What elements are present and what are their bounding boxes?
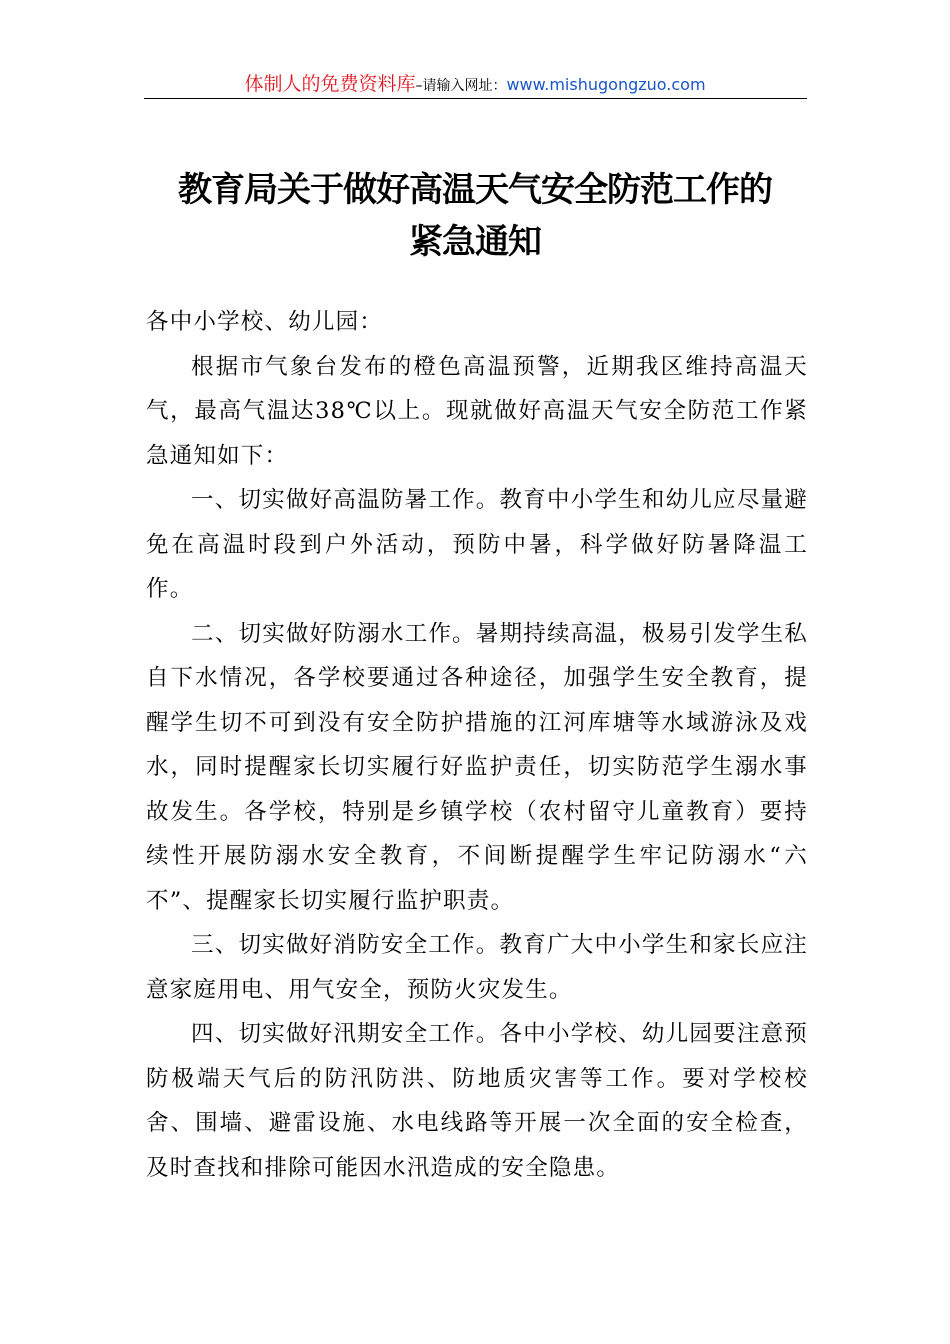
page-header [0, 72, 950, 98]
paragraph-intro: 根据市气象台发布的橙色高温预警，近期我区维持高温天气，最高气温达38℃以上。现就做好高温天气安全防范工作紧急通知如下： [146, 353, 808, 469]
paragraph-flood-season: 四、切实做好汛期安全工作。各中小学校、幼儿园要注意预防极端天气后的防汛防洪、防地质灾害等工作。要对学校校舍、围墙、避雷设施、水电线路等开展一次全面的安全检查，及时查找和排除可能因水汛造成的安全隐患。 [146, 1021, 808, 1181]
salutation: 各中小学校、幼儿园： [146, 309, 384, 335]
header-divider [144, 98, 807, 99]
document-body [146, 300, 808, 1190]
title-line-1: 教育局关于做好高温天气安全防范工作的 [178, 170, 772, 210]
paragraph-fire-safety: 三、切实做好消防安全工作。教育广大中小学生和家长应注意家庭用电、用气安全，预防火灾发生。 [146, 932, 808, 1003]
title-line-2: 紧急通知 [409, 222, 541, 262]
paragraph-drowning: 二、切实做好防溺水工作。暑期持续高温，极易引发学生私自下水情况，各学校要通过各种途径，加强学生安全教育，提醒学生切不可到没有安全防护措施的江河库塘等水域游泳及戏水，同时提醒家长切实履行好监护责任，切实防范学生溺水事故发生。各学校，特别是乡镇学校（农村留守儿童教育）要持续性开展防溺水安全教育，不间断提醒学生牢记防溺水“六不”、提醒家长切实履行监护职责。 [146, 620, 808, 914]
site-url-link[interactable]: www.mishugongzuo.com [506, 75, 706, 94]
url-prompt: –请输入网址： [415, 78, 507, 94]
site-name: 体制人的免费资料库 [244, 73, 416, 95]
paragraph-heatstroke: 一、切实做好高温防暑工作。教育中小学生和幼儿应尽量避免在高温时段到户外活动，预防中暑，科学做好防暑降温工作。 [146, 487, 808, 602]
document-title [110, 164, 840, 268]
